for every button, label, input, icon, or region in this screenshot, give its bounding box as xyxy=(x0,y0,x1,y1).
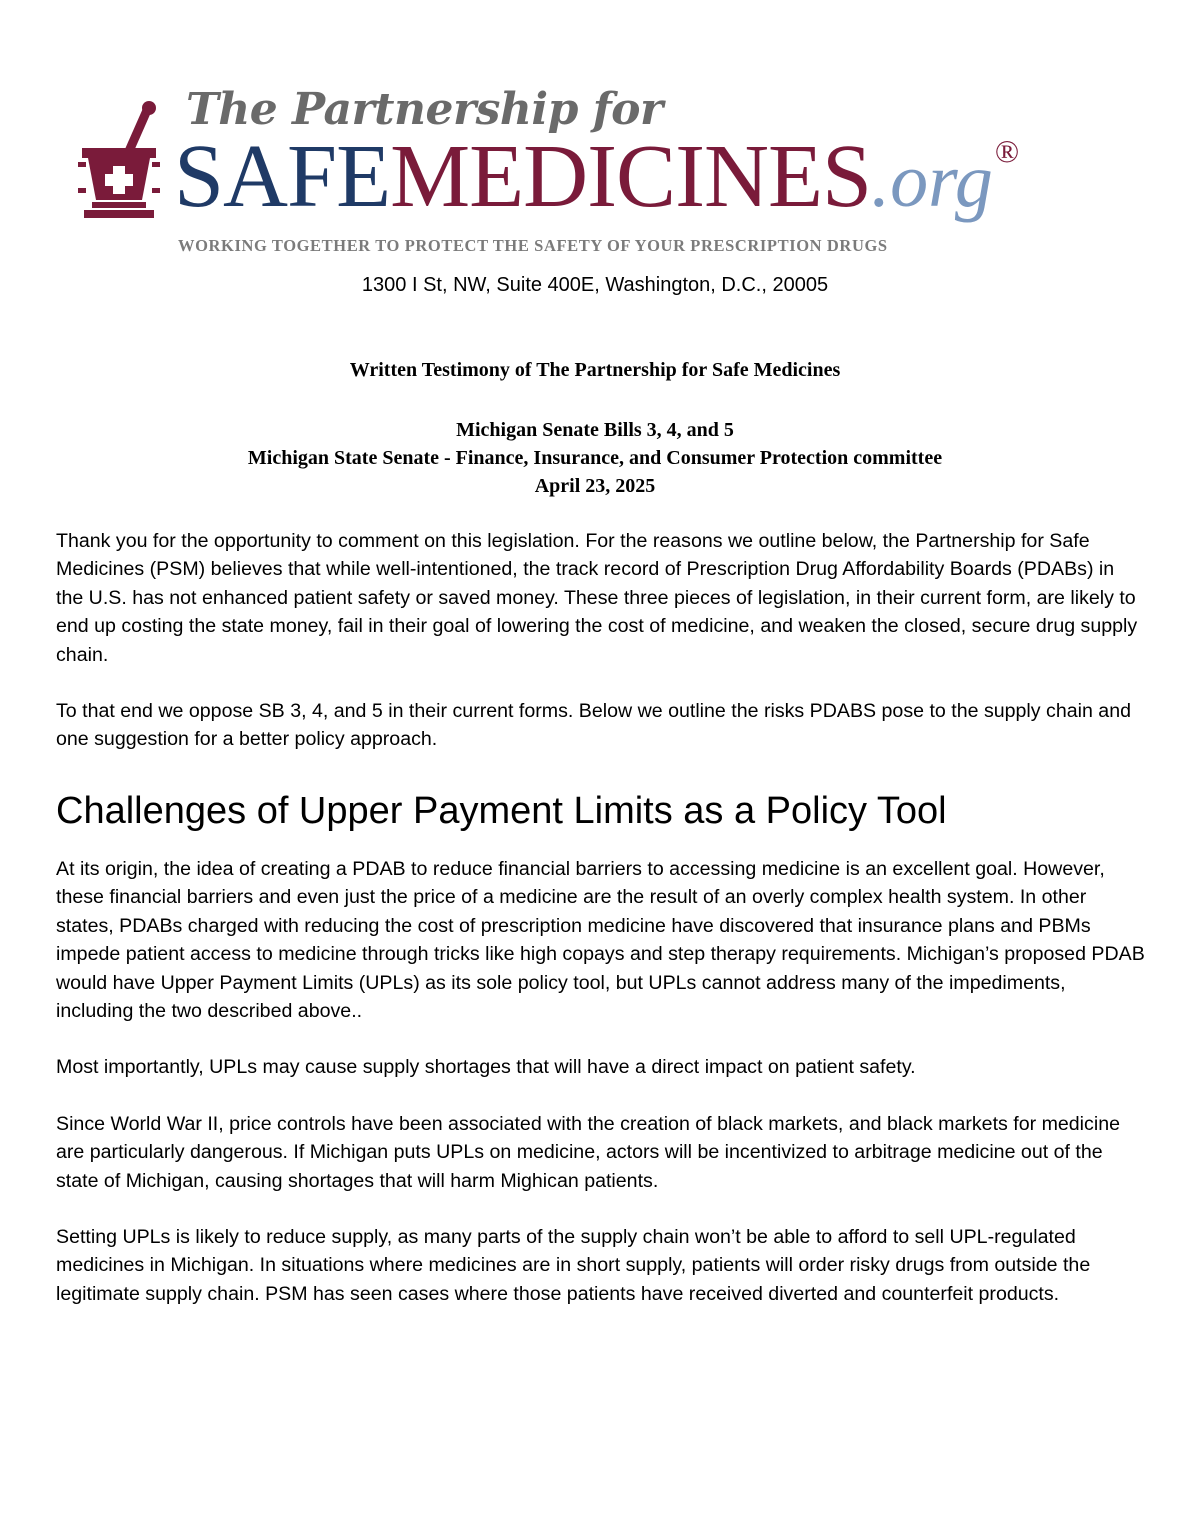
document-title: Written Testimony of The Partnership for Safe Medicines xyxy=(349,359,841,381)
position-paragraph: To that end we oppose SB 3, 4, and 5 in their current forms. Below we outline the risks PDABS pose to the supply chain and one suggestion for a better policy approach. xyxy=(56,700,1131,751)
mortar-pestle-icon xyxy=(78,100,162,230)
logo-org: .org xyxy=(871,139,993,223)
section-paragraph-1: At its origin, the idea of creating a PDAB to reduce financial barriers to accessing medicine is an excellent goal. However, these financial barriers and even just the price of a medicine are the result of an overly complex health system. In other states, PDABs charged with reducing the cost of prescription medicine have discovered that insurance plans and PBMs impede patient access to medicine through tricks like high copays and step therapy requirements. Michigan’s proposed PDAB would have Upper Payment Limits (UPLs) as its sole policy tool, but UPLs cannot address many of the impediments, including the two described above.. xyxy=(56,858,1145,1023)
intro-paragraph: Thank you for the opportunity to comment on this legislation. For the reasons we outline below, the Partnership for Safe Medicines (PSM) believes that while well-intentioned, the track record of Prescription Drug Affordability Boards (PDABs) in the U.S. has not enhanced patient safety or saved money. These three pieces of legislation, in their current form, are likely to end up costing the state money, fail in their goal of lowering the cost of medicine, and weaken the closed, secure drug supply chain. xyxy=(56,530,1138,666)
section-paragraph-4: Setting UPLs is likely to reduce supply, as many parts of the supply chain won’t be able to afford to sell UPL-regulated medicines in Michigan. In situations where medicines are in short supply, patients will order risky drugs from outside the legitimate supply chain. PSM has seen cases where those patients have received diverted and counterfeit products. xyxy=(56,1226,1091,1305)
logo-safe: SAFE xyxy=(174,127,391,226)
date-line: April 23, 2025 xyxy=(534,475,656,497)
address: 1300 I St, NW, Suite 400E, Washington, D.C., 20005 xyxy=(361,274,829,296)
document-subtitle xyxy=(0,416,1190,500)
logo-top-text: The Partnership for xyxy=(186,84,663,135)
section-paragraph-3: Since World War II, price controls have been associated with the creation of black markets, and black markets for medicine are particularly dangerous. If Michigan puts UPLs on medicine, actors will be incentivized to arbitrage medicine out of the state of Michigan, causing shortages that will harm Mighican patients. xyxy=(56,1113,1120,1192)
psm-logo xyxy=(78,84,1118,258)
logo-tagline: WORKING TOGETHER TO PROTECT THE SAFETY OF YOUR PRESCRIPTION DRUGS xyxy=(178,236,888,255)
section-paragraph-2: Most importantly, UPLs may cause supply shortages that will have a direct impact on patient safety. xyxy=(56,1056,916,1078)
registered-mark: ® xyxy=(994,133,1019,169)
logo-medicines: MEDICINES xyxy=(390,127,872,226)
bills-line: Michigan Senate Bills 3, 4, and 5 xyxy=(456,419,734,441)
logo-wordmark xyxy=(174,127,1019,226)
committee-line: Michigan State Senate - Finance, Insurance, and Consumer Protection committee xyxy=(247,447,943,469)
section-heading: Challenges of Upper Payment Limits as a Policy Tool xyxy=(56,790,947,832)
